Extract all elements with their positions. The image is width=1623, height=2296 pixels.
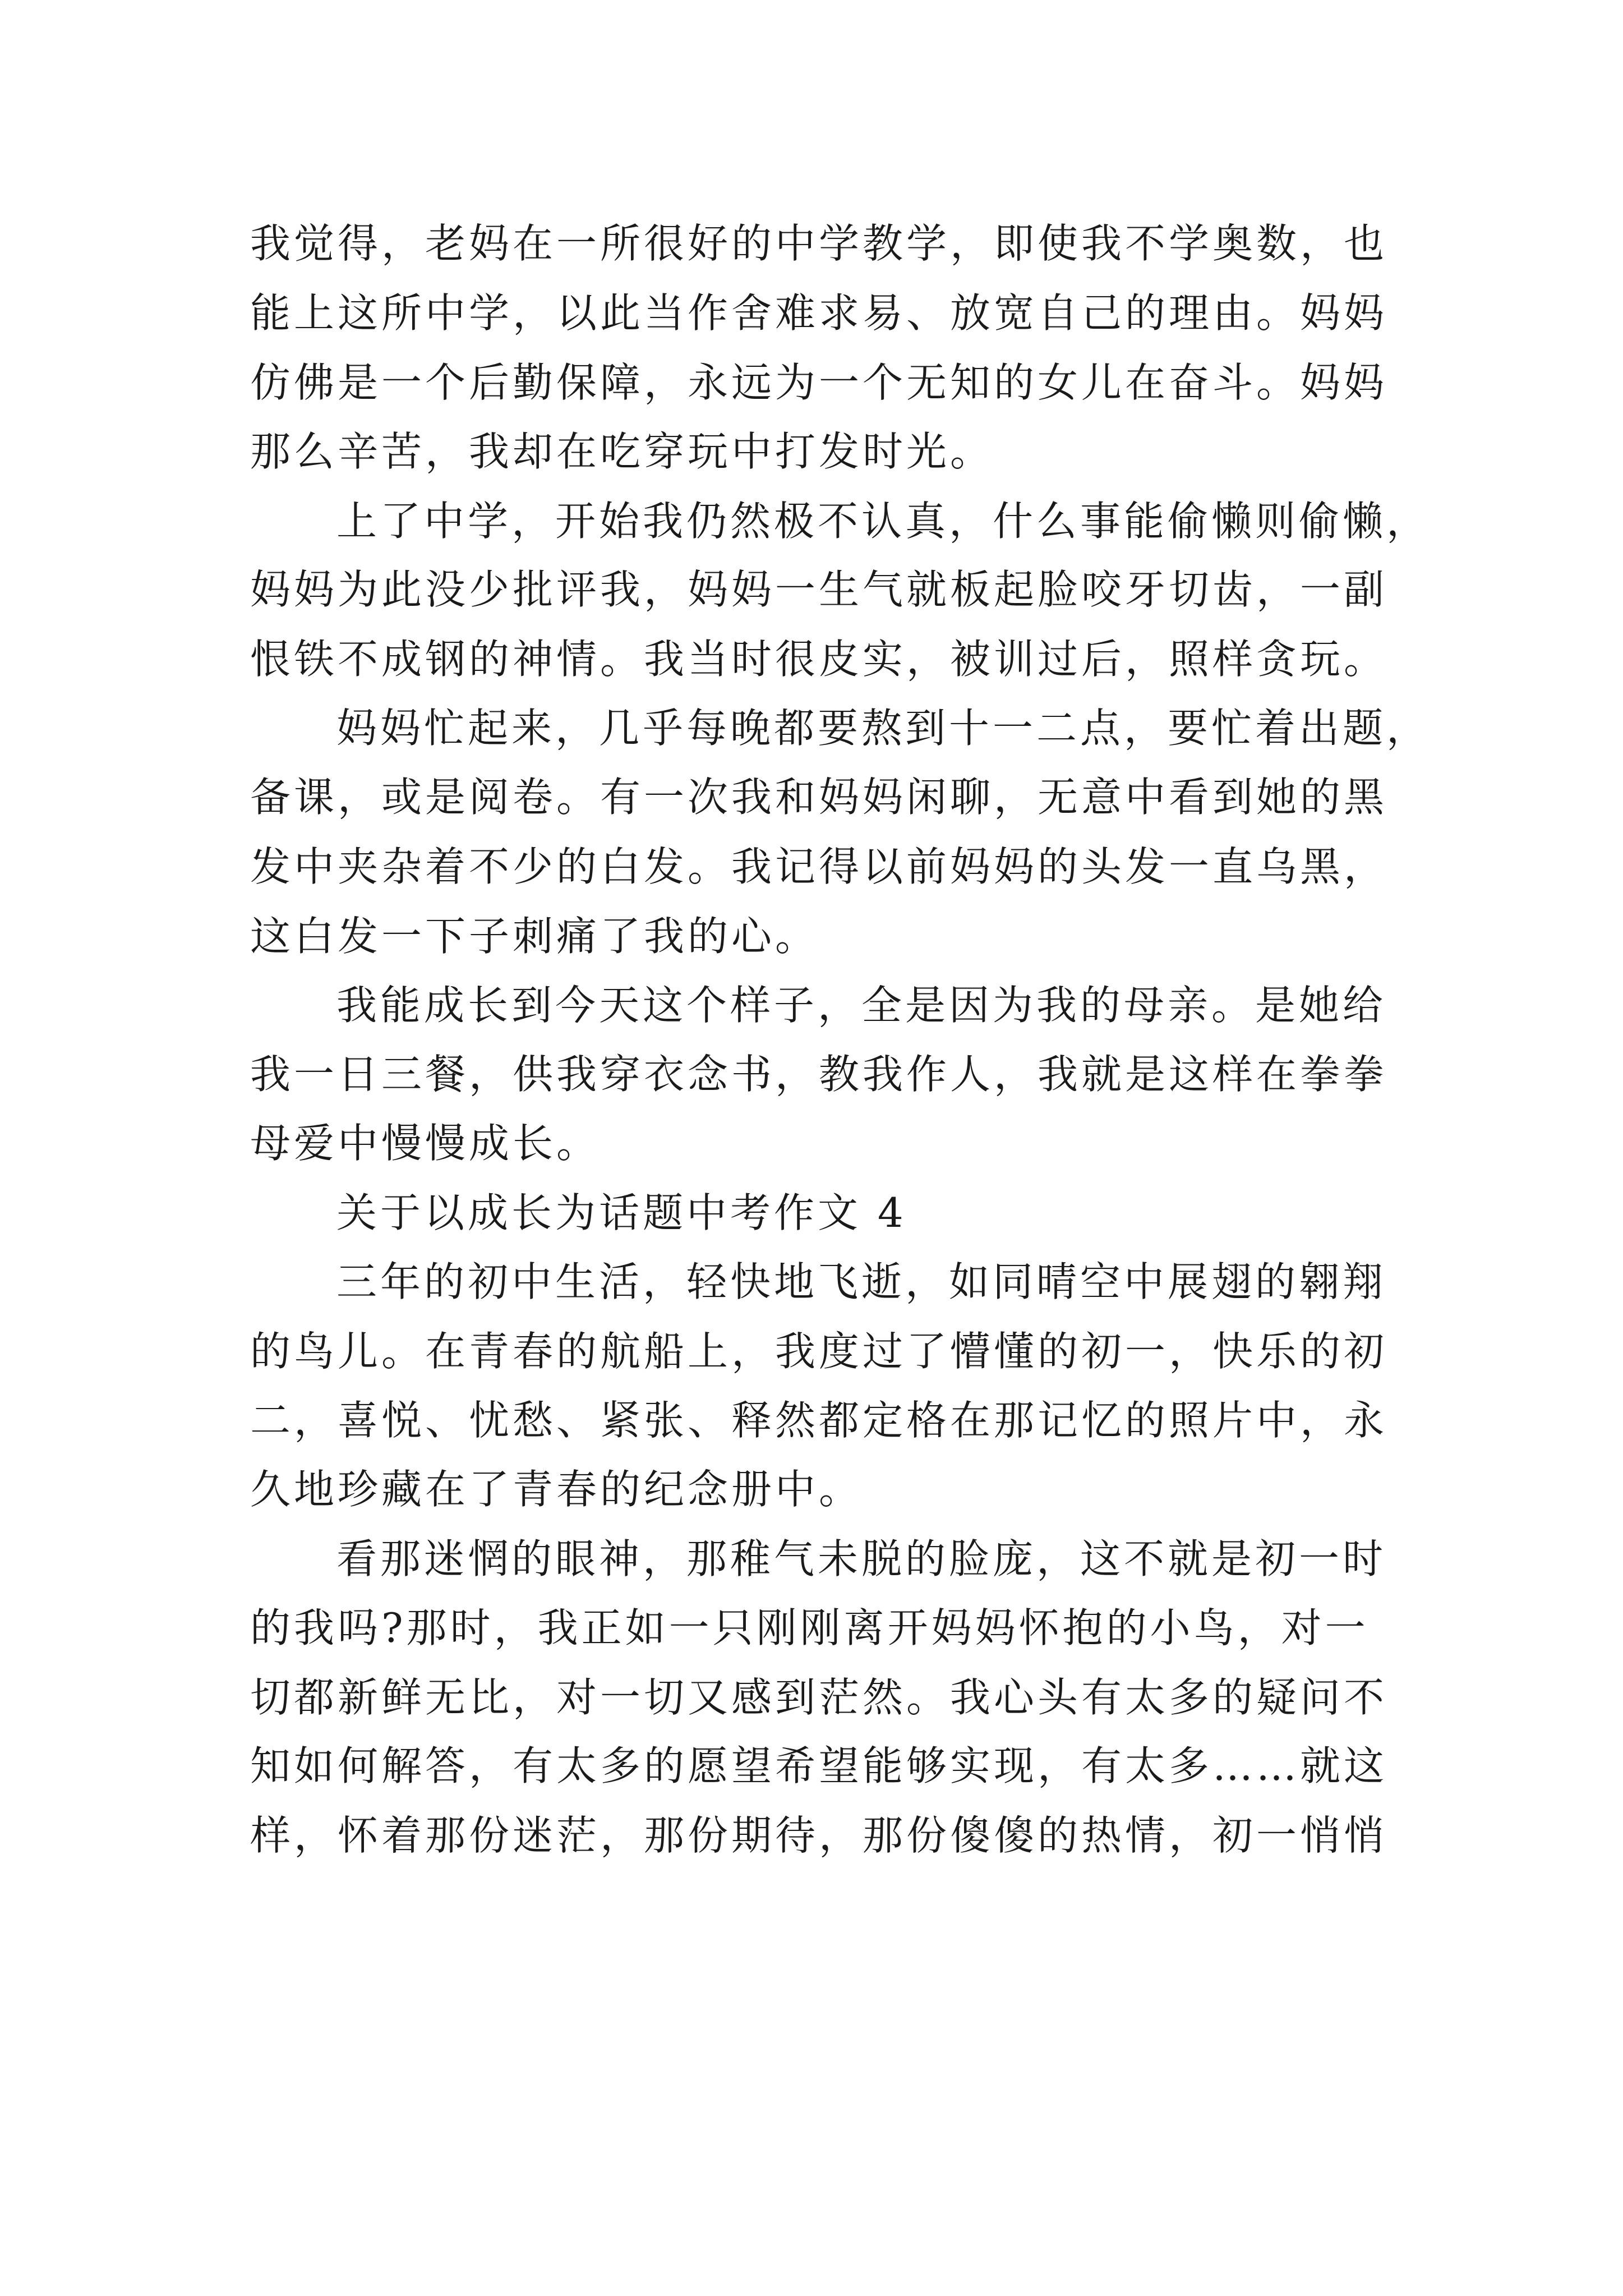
text-line: 能上这所中学，以此当作舍难求易、放宽自己的理由。妈妈 <box>250 289 1388 337</box>
text-line: 的鸟儿。在青春的航船上，我度过了懵懂的初一，快乐的初 <box>250 1328 1388 1375</box>
paragraph-first-line: 三年的初中生活，轻快地飞逝，如同晴空中展翅的翱翔 <box>336 1258 1387 1305</box>
text-line: 久地珍藏在了青春的纪念册中。 <box>250 1466 863 1513</box>
text-line: 发中夹杂着不少的白发。我记得以前妈妈的头发一直乌黑， <box>250 843 1388 890</box>
text-line: 切都新鲜无比，对一切又感到茫然。我心头有太多的疑问不 <box>250 1674 1388 1721</box>
text-line: 妈妈为此没少批评我，妈妈一生气就板起脸咬牙切齿，一副 <box>250 566 1388 613</box>
text-line: 母爱中慢慢成长。 <box>250 1120 601 1167</box>
text-line: 我一日三餐，供我穿衣念书，教我作人，我就是这样在拳拳 <box>250 1051 1388 1098</box>
text-line: 知如何解答，有太多的愿望希望能够实现，有太多……就这 <box>250 1742 1388 1789</box>
text-line: 仿佛是一个后勤保障，永远为一个无知的女儿在奋斗。妈妈 <box>250 359 1388 406</box>
text-line: 的我吗?那时，我正如一只刚刚离开妈妈怀抱的小鸟，对一 <box>250 1604 1369 1651</box>
section-heading: 关于以成长为话题中考作文 4 <box>336 1189 907 1236</box>
paragraph-first-line: 妈妈忙起来，几乎每晚都要熬到十一二点，要忙着出题， <box>336 705 1431 752</box>
text-line: 那么辛苦，我却在吃穿玩中打发时光。 <box>250 428 994 475</box>
paragraph-first-line: 看那迷惘的眼神，那稚气未脱的脸庞，这不就是初一时 <box>336 1535 1387 1582</box>
text-line: 备课，或是阅卷。有一次我和妈妈闲聊，无意中看到她的黑 <box>250 774 1388 821</box>
text-line: 样，怀着那份迷茫，那份期待，那份傻傻的热情，初一悄悄 <box>250 1812 1388 1859</box>
text-line: 我觉得，老妈在一所很好的中学教学，即使我不学奥数，也 <box>250 220 1388 267</box>
text-line: 恨铁不成钢的神情。我当时很皮实，被训过后，照样贪玩。 <box>250 636 1388 683</box>
paragraph-first-line: 上了中学，开始我仍然极不认真，什么事能偷懒则偷懒， <box>336 498 1431 545</box>
paragraph-first-line: 我能成长到今天这个样子，全是因为我的母亲。是她给 <box>336 982 1387 1029</box>
text-line: 这白发一下子刺痛了我的心。 <box>250 913 819 960</box>
text-line: 二，喜悦、忧愁、紧张、释然都定格在那记忆的照片中，永 <box>250 1397 1388 1444</box>
